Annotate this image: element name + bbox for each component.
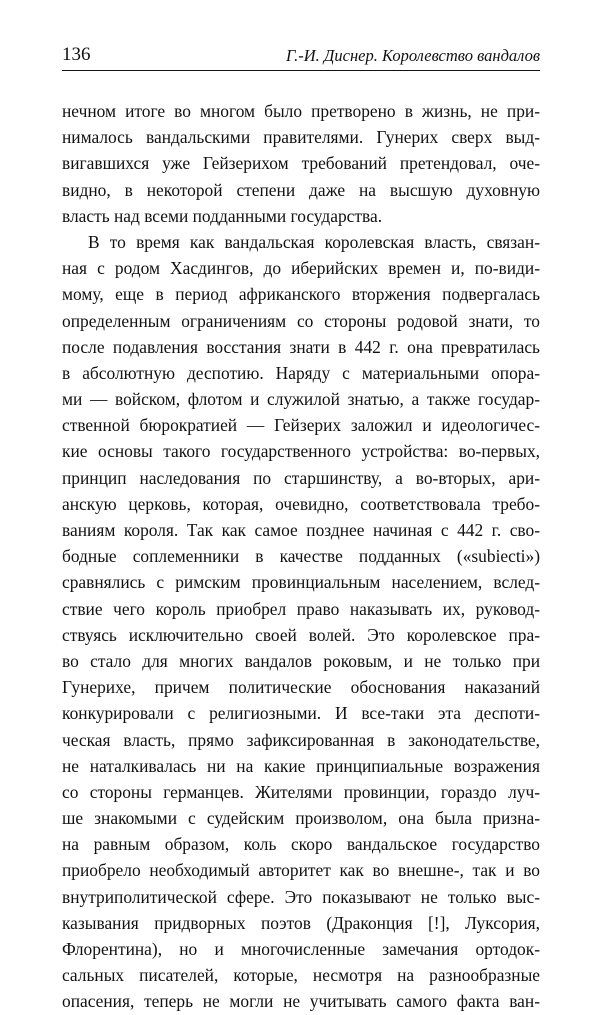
text-line: конкурировали с религиозными. И все-таки эта деспоти- [62,703,540,724]
text-line: со стороны германцев. Жителями провинции, гораздо луч- [62,781,540,802]
text-line: опасения, теперь не могли не учитывать самого факта ван- [62,991,540,1012]
text-line: нечном итоге во многом было претворено в жизнь, не при- [62,101,540,121]
text-line: не наталкивалась ни на какие принципиальные возражения [62,755,540,776]
text-line: принцип наследования по старшинству, а во-вторых, ари- [62,467,540,488]
text-line: сальных писателей, которые, несмотря на разнообразные [62,965,540,986]
text-line: ственной бюрократией — Гейзерих заложил и идеологичес- [62,415,540,436]
text-line: Флорентина), но и многочисленные замечания ортодок- [62,939,540,959]
text-line: нималось вандальскими правителями. Гунерих сверх выд- [62,127,540,148]
text-line: ствие чего король приобрел право наказывать их, руковод- [62,598,540,619]
body-text [62,98,540,1015]
text-line: мому, еще в период африканского вторжения подвергалась [62,284,540,305]
text-line: определенным ограничениям со стороны родовой знати, то [62,310,540,331]
text-line: анскую церковь, которая, очевидно, соответствовала требо- [62,493,540,514]
page-header [62,44,540,71]
text-line: приобрело необходимый авторитет как во внешне-, так и во [62,860,540,881]
text-line: В то время как вандальская королевская власть, связан- [88,231,540,252]
paragraph [62,98,540,229]
text-line: ше знакомыми с судейским произволом, она была призна- [62,808,540,829]
text-line: ная с родом Хасдингов, до иберийских времен и, по-види- [62,258,540,279]
text-line: ваниям короля. Так как самое позднее начиная с 442 г. сво- [62,520,540,540]
text-line: ми — войском, флотом и служилой знатью, а также государ- [62,389,540,410]
text-line: бодные соплеменники в качестве подданных («subiecti») [62,546,540,567]
running-title: Г.-И. Диснер. Королевство вандалов [285,46,540,65]
text-line: сравнялись с римским провинциальным населением, вслед- [62,572,540,593]
text-line: Гунерихе, причем политические обоснования наказаний [62,677,540,698]
text-line: вигавшихся уже Гейзерихом требований претендовал, оче- [62,153,540,174]
text-line: во стало для многих вандалов роковым, и не только при [62,650,540,671]
text-line: казывания придворных поэтов (Драконция [!], Луксория, [62,912,540,933]
page-number: 136 [62,44,91,65]
text-line: власть над всеми подданными государства. [62,205,383,226]
paragraph [62,229,540,1015]
text-line: на равным образом, коль скоро вандальское государство [62,834,540,855]
text-line: кие основы такого государственного устройства: во-первых, [62,441,540,462]
text-line: в абсолютную деспотию. Наряду с материальными опора- [62,362,540,383]
text-line: внутриполитической сфере. Это показывают не только выс- [62,886,540,907]
text-line: ствуясь исключительно своей волей. Это королевское пра- [62,624,540,645]
text-line: ческая власть, прямо зафиксированная в законодательстве, [62,729,540,750]
text-line: видно, в некоторой степени даже на высшую духовную [62,179,540,200]
text-line: после подавления восстания знати в 442 г. она превратилась [62,336,540,357]
